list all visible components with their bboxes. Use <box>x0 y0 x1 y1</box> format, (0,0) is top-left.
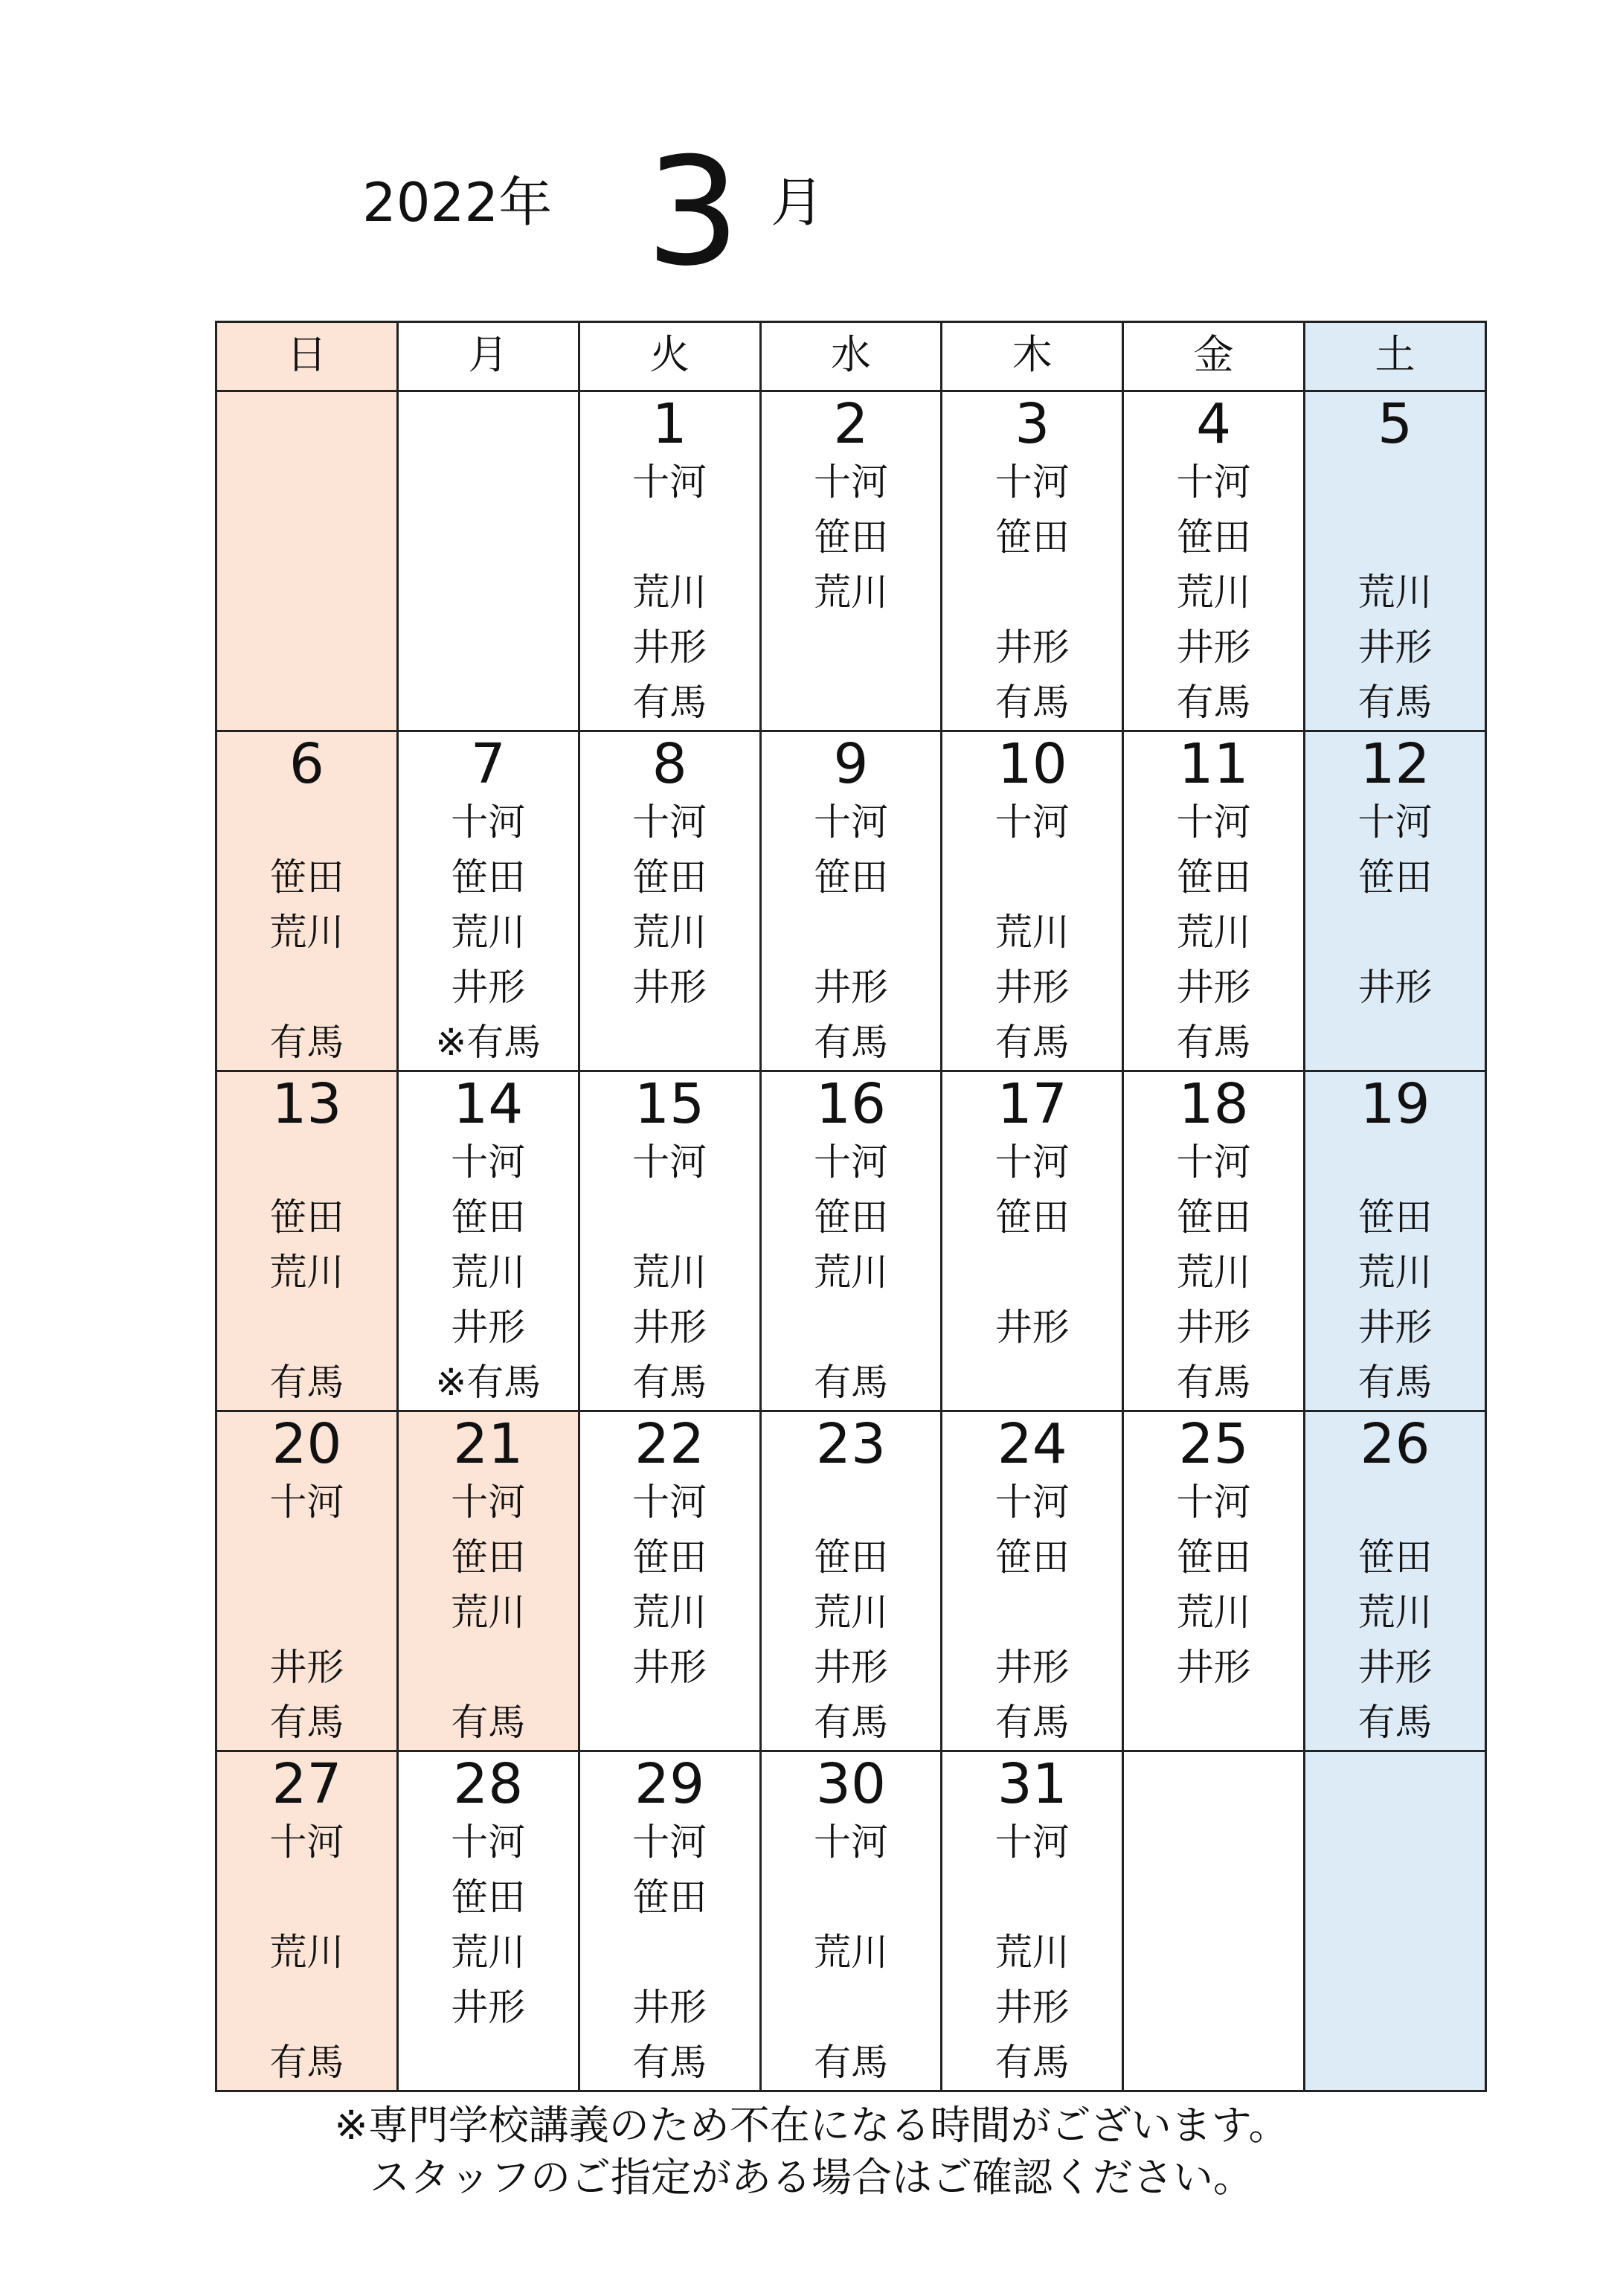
staff-name: 十河 <box>1357 801 1433 844</box>
staff-name: 井形 <box>632 1306 707 1349</box>
staff-name: 井形 <box>1357 626 1433 669</box>
staff-name: 井形 <box>451 966 526 1009</box>
staff-name: 十河 <box>813 461 888 504</box>
day-cell <box>216 731 398 1071</box>
staff-name: 有馬 <box>813 1021 888 1064</box>
staff-name <box>762 1475 941 1530</box>
staff-name: 有馬 <box>269 1701 344 1744</box>
day-cell <box>397 731 579 1071</box>
staff-name <box>217 394 396 449</box>
staff-name <box>942 850 1122 905</box>
staff-name: 有馬 <box>994 2041 1070 2084</box>
staff-name: 十河 <box>994 1481 1070 1524</box>
staff-name: 井形 <box>632 626 707 669</box>
weekday-header-sunday: 日 <box>216 322 398 391</box>
day-cell <box>760 391 942 731</box>
day-cell <box>942 391 1123 731</box>
staff-name <box>399 449 578 504</box>
staff-name <box>1305 510 1485 565</box>
staff-name: 井形 <box>994 1646 1070 1689</box>
staff-name <box>217 1135 396 1190</box>
staff-name: 十河 <box>813 801 888 844</box>
staff-name: 十河 <box>632 801 707 844</box>
day-cell <box>579 1751 760 2091</box>
staff-name: 十河 <box>994 801 1070 844</box>
staff-name <box>217 1585 396 1640</box>
staff-name <box>217 559 396 614</box>
day-number: 16 <box>815 1072 887 1136</box>
staff-name: 井形 <box>1176 1646 1251 1689</box>
staff-name: 笹田 <box>451 1536 526 1579</box>
staff-name: 荒川 <box>632 1591 707 1634</box>
staff-name: 井形 <box>994 1986 1070 2029</box>
weekday-header-friday: 金 <box>1123 322 1305 391</box>
day-number: 22 <box>634 1412 705 1476</box>
day-cell <box>1305 1411 1486 1751</box>
staff-name: 有馬 <box>632 1361 707 1404</box>
staff-name <box>217 1530 396 1585</box>
day-number: 4 <box>1196 392 1232 456</box>
staff-name: 荒川 <box>1357 1251 1433 1294</box>
staff-name <box>1305 1754 1485 1809</box>
staff-name <box>942 1585 1122 1640</box>
staff-name: 十河 <box>451 1821 526 1864</box>
staff-name <box>942 1870 1122 1925</box>
staff-name <box>1124 1974 1303 2029</box>
day-cell <box>760 1071 942 1411</box>
weekday-header-wednesday: 水 <box>760 322 942 391</box>
week-row <box>216 731 1486 1071</box>
staff-name <box>1305 1919 1485 1974</box>
day-number: 12 <box>1360 732 1430 796</box>
staff-name: 有馬 <box>269 1021 344 1064</box>
week-row <box>216 1071 1486 1411</box>
staff-name <box>1305 1135 1485 1190</box>
staff-name <box>580 1925 759 1980</box>
staff-name: 井形 <box>1176 1306 1251 1349</box>
staff-name: 井形 <box>1357 1646 1433 1689</box>
staff-name: 有馬 <box>1176 681 1251 724</box>
day-cell <box>1305 1751 1486 2091</box>
staff-name <box>217 1980 396 2035</box>
day-cell <box>579 1071 760 1411</box>
staff-name: 十河 <box>451 1141 526 1184</box>
day-cell <box>397 1751 579 2091</box>
staff-name: 十河 <box>1176 461 1251 504</box>
day-cell <box>397 1071 579 1411</box>
staff-name: 荒川 <box>1176 1251 1251 1294</box>
staff-name <box>399 2035 578 2090</box>
staff-name: 十河 <box>451 801 526 844</box>
staff-name <box>942 1245 1122 1300</box>
staff-name: 笹田 <box>1357 1536 1433 1579</box>
day-number: 7 <box>470 732 506 796</box>
staff-name <box>1124 1809 1303 1864</box>
weekday-header-row <box>216 322 1486 391</box>
day-number: 11 <box>1178 732 1249 796</box>
staff-name: 笹田 <box>632 1876 707 1919</box>
staff-name <box>217 449 396 504</box>
staff-name: 荒川 <box>813 1591 888 1634</box>
staff-name: 荒川 <box>1176 911 1251 954</box>
week-row <box>216 1751 1486 2091</box>
staff-name: 有馬 <box>813 1701 888 1744</box>
staff-name: 十河 <box>994 461 1070 504</box>
staff-name <box>1305 1475 1485 1530</box>
day-number: 31 <box>997 1752 1067 1816</box>
day-number: 25 <box>1178 1412 1249 1476</box>
staff-name: 笹田 <box>632 856 707 899</box>
staff-name: 荒川 <box>1357 1591 1433 1634</box>
staff-name: 井形 <box>1176 966 1251 1009</box>
day-number: 14 <box>453 1072 524 1136</box>
staff-name <box>1305 905 1485 960</box>
day-number: 5 <box>1377 392 1413 456</box>
staff-name: 荒川 <box>813 1251 888 1294</box>
day-number: 3 <box>1015 392 1050 456</box>
day-cell <box>1123 1071 1305 1411</box>
day-cell <box>760 1751 942 2091</box>
day-cell <box>397 1411 579 1751</box>
calendar-month-label: 月 <box>771 171 825 234</box>
staff-name: 井形 <box>1357 966 1433 1009</box>
staff-name: 荒川 <box>451 1251 526 1294</box>
staff-name: 井形 <box>632 966 707 1009</box>
staff-name: 井形 <box>1176 626 1251 669</box>
staff-name: 十河 <box>632 1821 707 1864</box>
staff-name: 井形 <box>269 1646 344 1689</box>
staff-name: 井形 <box>451 1986 526 2029</box>
weekday-header-saturday: 土 <box>1305 322 1486 391</box>
staff-name <box>399 559 578 614</box>
staff-name <box>217 504 396 559</box>
staff-name <box>580 1015 759 1070</box>
staff-name: 井形 <box>994 966 1070 1009</box>
staff-name: 荒川 <box>1176 1591 1251 1634</box>
day-number: 28 <box>453 1752 524 1816</box>
staff-name <box>942 565 1122 620</box>
staff-name <box>762 620 941 675</box>
staff-name <box>1305 1864 1485 1919</box>
day-cell <box>216 1071 398 1411</box>
staff-name: 荒川 <box>994 1931 1070 1974</box>
day-number: 30 <box>815 1752 887 1816</box>
day-number: 13 <box>271 1072 342 1136</box>
day-cell <box>942 1071 1123 1411</box>
staff-name: 有馬 <box>1176 1361 1251 1404</box>
staff-name: 笹田 <box>269 856 344 899</box>
day-cell <box>1305 731 1486 1071</box>
staff-name: 井形 <box>994 626 1070 669</box>
day-cell <box>942 731 1123 1071</box>
staff-name <box>1124 1864 1303 1919</box>
staff-name <box>399 394 578 449</box>
day-number: 26 <box>1360 1412 1430 1476</box>
day-cell <box>579 391 760 731</box>
staff-name: 笹田 <box>1357 1196 1433 1239</box>
day-cell <box>216 1411 398 1751</box>
staff-name: 荒川 <box>1176 571 1251 614</box>
staff-name: 有馬 <box>994 1701 1070 1744</box>
staff-name: 笹田 <box>1176 1196 1251 1239</box>
staff-name: 荒川 <box>813 1931 888 1974</box>
day-cell <box>216 1751 398 2091</box>
weekday-header-thursday: 木 <box>942 322 1123 391</box>
staff-name: 十河 <box>632 1141 707 1184</box>
staff-name <box>580 510 759 565</box>
staff-name: 荒川 <box>451 1591 526 1634</box>
staff-name <box>1124 1919 1303 1974</box>
staff-name: ※有馬 <box>435 1361 541 1404</box>
staff-name: 笹田 <box>1176 856 1251 899</box>
staff-name: 十河 <box>269 1821 344 1864</box>
day-cell <box>1305 1071 1486 1411</box>
staff-name: 有馬 <box>451 1701 526 1744</box>
day-number: 2 <box>833 392 869 456</box>
staff-name <box>762 1300 941 1355</box>
staff-name: 笹田 <box>451 1876 526 1919</box>
staff-name <box>217 1300 396 1355</box>
day-number: 19 <box>1360 1072 1430 1136</box>
staff-name: 笹田 <box>813 1196 888 1239</box>
staff-name: 笹田 <box>451 856 526 899</box>
staff-name <box>1305 1015 1485 1070</box>
day-number: 8 <box>652 732 687 796</box>
staff-name: 荒川 <box>269 911 344 954</box>
calendar-year: 2022年 <box>362 171 553 234</box>
day-cell <box>397 391 579 731</box>
staff-name: 有馬 <box>1357 1701 1433 1744</box>
staff-name: 笹田 <box>1176 516 1251 559</box>
staff-name: 十河 <box>632 461 707 504</box>
staff-name: 荒川 <box>451 1931 526 1974</box>
day-cell <box>760 731 942 1071</box>
calendar-body <box>216 391 1486 2091</box>
day-number: 18 <box>1178 1072 1249 1136</box>
staff-name: 十河 <box>269 1481 344 1524</box>
calendar-month-number: 3 <box>646 126 741 299</box>
staff-name <box>580 1190 759 1245</box>
day-number: 17 <box>997 1072 1067 1136</box>
staff-name: 笹田 <box>813 516 888 559</box>
staff-name: 有馬 <box>813 1361 888 1404</box>
day-cell <box>1123 1751 1305 2091</box>
staff-name: 十河 <box>1176 1141 1251 1184</box>
staff-name: 荒川 <box>269 1251 344 1294</box>
day-cell <box>216 391 398 731</box>
day-number: 21 <box>453 1412 524 1476</box>
staff-name: 有馬 <box>1176 1021 1251 1064</box>
staff-name <box>580 1695 759 1750</box>
staff-name: 井形 <box>451 1306 526 1349</box>
day-number: 6 <box>289 732 324 796</box>
staff-name <box>217 795 396 850</box>
staff-name <box>1124 1695 1303 1750</box>
staff-name: 笹田 <box>813 856 888 899</box>
staff-name: 笹田 <box>813 1536 888 1579</box>
day-cell <box>579 1411 760 1751</box>
footnote-confirm: スタッフのご指定がある場合はご確認ください。 <box>370 2154 1253 2201</box>
staff-name: 井形 <box>1357 1306 1433 1349</box>
staff-name: 有馬 <box>632 2041 707 2084</box>
staff-name: 荒川 <box>632 571 707 614</box>
staff-name: 笹田 <box>632 1536 707 1579</box>
day-number: 1 <box>652 392 687 456</box>
staff-name: 笹田 <box>1176 1536 1251 1579</box>
staff-name <box>217 614 396 669</box>
staff-name: 井形 <box>813 1646 888 1689</box>
staff-name <box>762 1870 941 1925</box>
staff-name <box>1124 1754 1303 1809</box>
staff-name: 笹田 <box>269 1196 344 1239</box>
staff-name <box>399 614 578 669</box>
staff-name: 十河 <box>632 1481 707 1524</box>
staff-name: 井形 <box>813 966 888 1009</box>
staff-name: 有馬 <box>813 2041 888 2084</box>
staff-name <box>942 1355 1122 1410</box>
staff-name: 笹田 <box>451 1196 526 1239</box>
day-cell <box>1123 391 1305 731</box>
day-cell <box>1305 391 1486 731</box>
day-cell <box>1123 1411 1305 1751</box>
day-cell <box>1123 731 1305 1071</box>
staff-name <box>399 1640 578 1695</box>
footnote-absence: ※専門学校講義のため不在になる時間がございます。 <box>334 2102 1289 2149</box>
staff-name <box>399 504 578 559</box>
staff-name: 有馬 <box>269 2041 344 2084</box>
staff-name <box>762 675 941 730</box>
staff-name: 十河 <box>994 1141 1070 1184</box>
staff-name <box>762 1980 941 2035</box>
staff-name: 井形 <box>632 1646 707 1689</box>
day-cell <box>942 1411 1123 1751</box>
staff-name: 荒川 <box>994 911 1070 954</box>
day-cell <box>579 731 760 1071</box>
staff-name: 荒川 <box>269 1931 344 1974</box>
week-row <box>216 1411 1486 1751</box>
day-number: 20 <box>271 1412 342 1476</box>
staff-name: 有馬 <box>269 1361 344 1404</box>
staff-name: 有馬 <box>994 681 1070 724</box>
weekday-header-monday: 月 <box>397 322 579 391</box>
staff-name: ※有馬 <box>435 1021 541 1064</box>
staff-name: 笹田 <box>994 1196 1070 1239</box>
day-number: 10 <box>997 732 1067 796</box>
staff-name: 荒川 <box>813 571 888 614</box>
staff-name: 十河 <box>813 1821 888 1864</box>
staff-name: 笹田 <box>994 516 1070 559</box>
staff-name: 十河 <box>1176 1481 1251 1524</box>
day-number: 29 <box>634 1752 705 1816</box>
staff-name: 有馬 <box>632 681 707 724</box>
staff-name: 井形 <box>632 1986 707 2029</box>
staff-name: 有馬 <box>1357 1361 1433 1404</box>
staff-name: 十河 <box>451 1481 526 1524</box>
day-number: 15 <box>634 1072 705 1136</box>
staff-name: 十河 <box>994 1821 1070 1864</box>
day-cell <box>760 1411 942 1751</box>
staff-calendar-table <box>215 321 1487 2092</box>
staff-name: 笹田 <box>1357 856 1433 899</box>
weekday-header-tuesday: 火 <box>579 322 760 391</box>
day-cell <box>942 1751 1123 2091</box>
staff-name: 荒川 <box>1357 571 1433 614</box>
staff-name: 荒川 <box>632 911 707 954</box>
day-number: 24 <box>997 1412 1067 1476</box>
staff-name: 有馬 <box>994 1021 1070 1064</box>
staff-name: 十河 <box>1176 801 1251 844</box>
staff-name <box>217 960 396 1015</box>
staff-name: 井形 <box>994 1306 1070 1349</box>
staff-name: 有馬 <box>1357 681 1433 724</box>
staff-name: 荒川 <box>632 1251 707 1294</box>
staff-name <box>762 905 941 960</box>
day-number: 9 <box>833 732 869 796</box>
staff-name: 笹田 <box>994 1536 1070 1579</box>
staff-name <box>1305 1809 1485 1864</box>
staff-name <box>1305 1974 1485 2029</box>
staff-name: 荒川 <box>451 911 526 954</box>
week-row <box>216 391 1486 731</box>
staff-name: 十河 <box>813 1141 888 1184</box>
staff-name <box>217 1870 396 1925</box>
staff-name <box>1305 455 1485 510</box>
day-number: 23 <box>815 1412 887 1476</box>
day-number: 27 <box>271 1752 342 1816</box>
